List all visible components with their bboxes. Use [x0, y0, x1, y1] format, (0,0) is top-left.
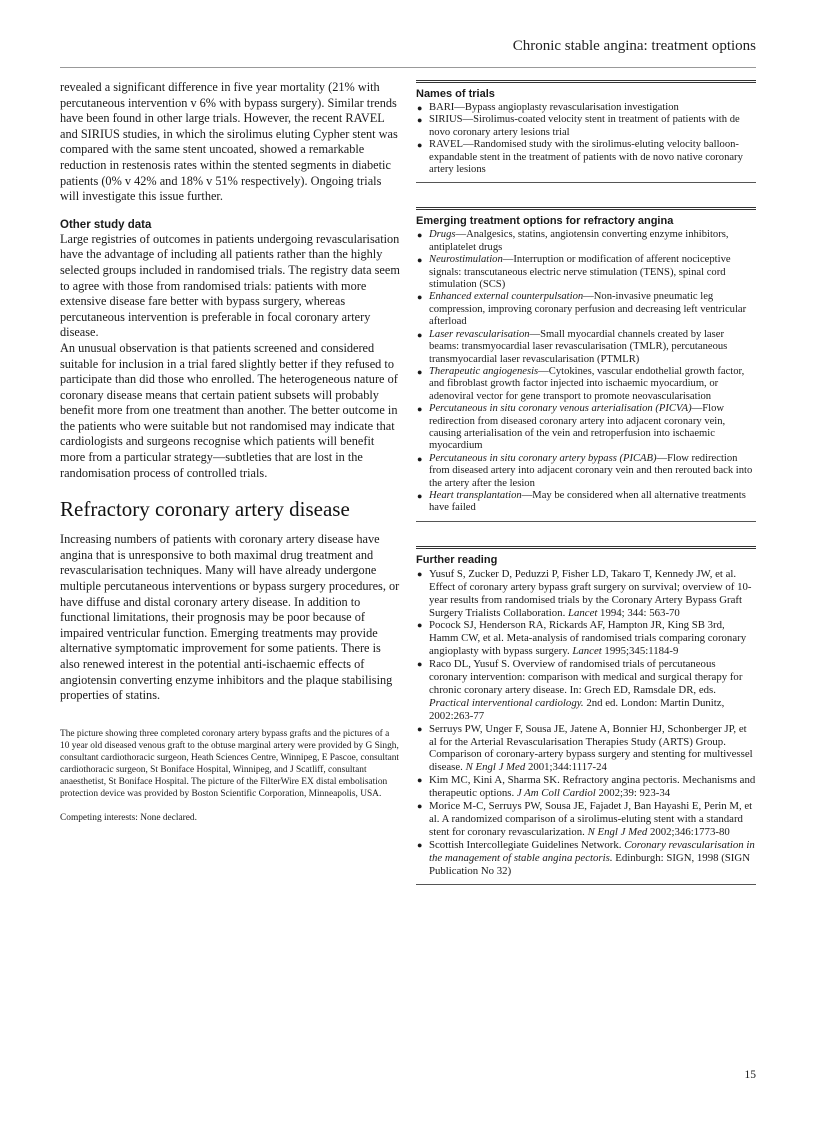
further-reading-box	[416, 546, 756, 885]
trial-name-item	[416, 114, 756, 139]
right-column	[416, 80, 756, 909]
trial-name-text: SIRIUS—Sirolimus-coated velocity stent in treatment of patients with de novo coronary artery lesions trial	[429, 114, 740, 138]
emerging-treatments-list	[416, 229, 756, 514]
bullet-icon: ●	[417, 775, 423, 786]
running-title: Chronic stable angina: treatment options	[512, 38, 756, 54]
reference-authors-title: Kim MC, Kini A, Sharma SK. Refractory angina pectoris. Mechanisms and therapeutic options.	[429, 774, 756, 800]
bullet-icon: ●	[417, 255, 423, 266]
reference-item	[416, 800, 756, 839]
treatment-option-item	[416, 291, 756, 328]
treatment-term: Heart transplantation	[429, 489, 522, 501]
further-reading-list	[416, 568, 756, 878]
page-number: 15	[744, 1069, 756, 1081]
treatment-term: Therapeutic angiogenesis	[429, 365, 539, 377]
treatment-option-item	[416, 329, 756, 366]
reference-authors-title: Morice M-C, Serruys PW, Sousa JE, Fajadet J, Ban Hayashi E, Perin M, et al. A randomized comparison of a sirolimus-eluting stent with a standard stent for coronary revascularization.	[429, 800, 753, 838]
treatment-term: Enhanced external counterpulsation	[429, 291, 584, 303]
intro-paragraph: revealed a significant difference in five year mortality (21% with percutaneous intervention v 6% with bypass surgery). Similar trends have been found in other large trials. However, the recent RAVEL and SIRIUS studies, in which the sirolimus eluting Cypher stent was compared with the same stent uncoated, showed a remarkable reduction in restenosis rates within the stented segments in diabetic patients (0% v 42% and 18% v 51% respectively). Ongoing trials will investigate this issue further.	[60, 80, 398, 204]
reference-citation: 2001;344:1117-24	[525, 761, 607, 774]
bullet-icon: ●	[417, 329, 423, 340]
acknowledgement-text: The picture showing three completed coronary artery bypass grafts and the pictures of a 10 year old diseased venous graft to the obtuse marginal artery were provided by G Singh, consultant cardiothoracic surgeon, Heath Sciences Centre, Winnipeg, E Pascoe, consultant cardiothoracic surgeon, St Boniface Hospital, Winnipeg, and J Scatliff, consultant anaesthetist, St Boniface Hospital. The picture of the FilterWire EX distal embolisation protection device was provided by Boston Scientific Corporation, Minneapolis, USA.	[60, 728, 400, 799]
treatment-term: Percutaneous in situ coronary venous arterialisation (PICVA)	[429, 403, 692, 415]
bullet-icon: ●	[417, 292, 423, 303]
reference-item	[416, 839, 756, 878]
other-study-heading: Other study data	[60, 218, 152, 231]
treatment-option-item	[416, 229, 756, 254]
reference-authors-title: Pocock SJ, Henderson RA, Rickards AF, Hampton JR, King SB 3rd, Hamm CW, et al. Meta-analysis of randomised trials comparing coronary angioplasty with bypass surgery.	[429, 619, 747, 658]
bullet-icon: ●	[417, 568, 423, 579]
refractory-paragraph: Increasing numbers of patients with coronary artery disease have angina that is unresponsive to both maximal drug treatment and revascularisation techniques. Many will have already undergone multiple percutaneous interventions or bypass surgery procedures, or have diffuse and distal coronary artery disease. In addition to functional limitations, their prognosis may be poor because of impaired ventricular function. Emerging treatments may provide alternative symptomatic improvement for some patients. There is also renewed interest in the potential anti-ischaemic effects of angiotensin converting enzyme inhibitors and the plaque stabilising properties of statins.	[60, 532, 400, 703]
emerging-treatments-title: Emerging treatment options for refractory angina	[416, 215, 674, 228]
treatment-description: —Flow redirection from diseased coronary artery into adjacent coronary vein, causing arterialisation of the vein and retroperfusion into ischaemic myocardium	[429, 403, 726, 452]
treatment-option-item	[416, 490, 756, 515]
treatment-description: —Non-invasive pneumatic leg compression, improving coronary perfusion and decreasing left ventricular afterload	[429, 291, 747, 328]
treatment-option-item	[416, 403, 756, 453]
bullet-icon: ●	[417, 659, 423, 670]
reference-authors-title: Serruys PW, Unger F, Sousa JE, Jatene A, Bonnier HJ, Schonberger JP, et al for the Arterial Revascularisation Therapies Study (ARTS) Group. Comparison of coronary-artery bypass surgery and stenting for multivessel disease.	[429, 722, 753, 774]
treatment-description: —May be considered when all alternative treatments have failed	[429, 489, 746, 514]
reference-journal: Lancet	[567, 606, 598, 619]
reference-citation: 1994; 344: 563-70	[597, 606, 680, 619]
reference-journal: Practical interventional cardiology.	[429, 696, 584, 709]
further-reading-title: Further reading	[416, 553, 498, 566]
trial-name-item	[416, 102, 756, 114]
section-title: Refractory coronary artery disease	[60, 497, 350, 522]
treatment-description: —Small myocardial channels created by laser beams: transmyocardial laser revascularisation (TMLR), percutaneous transmyocardial laser revascularisation (PTMLR)	[429, 328, 728, 365]
reference-item	[416, 568, 756, 620]
names-of-trials-box	[416, 80, 756, 183]
competing-interests: Competing interests: None declared.	[60, 812, 197, 823]
bullet-icon: ●	[417, 230, 423, 241]
other-study-paragraph-1: Large registries of outcomes in patients undergoing revascularisation have the advantage of including all patients rather than the highly selected groups included in randomised trials. The registry data seem to agree with those from randomised trials: patients with more extensive disease fare better with bypass surgery, whereas percutaneous intervention is preferable in focal coronary artery disease.	[60, 231, 400, 340]
reference-citation: 1995;345:1184-9	[601, 645, 679, 658]
emerging-treatments-box	[416, 207, 756, 521]
reference-authors-title: Yusuf S, Zucker D, Peduzzi P, Fisher LD, Takaro T, Kennedy JW, et al. Effect of coronary artery bypass graft surgery on survival; overview of 10-year results from randomised trials by the Coronary Artery Bypass Graft Surgery Trialists Collaboration.	[429, 567, 752, 619]
treatment-description: —Interruption or modification of afferent nociceptive signals: transcutaneous electric nerve stimulation (TENS), spinal cord stimulation (SCS)	[429, 254, 731, 291]
bullet-icon: ●	[417, 404, 423, 415]
reference-journal: Coronary revascularisation in the management of stable angina pectoris.	[429, 838, 755, 864]
treatment-description: —Cytokines, vascular endothelial growth factor, and fibroblast growth factor injected into ischaemic myocardium, or adenoviral vector for gene transport to promote neovascularisation	[429, 365, 745, 402]
reference-journal: N Engl J Med	[465, 761, 526, 774]
bullet-icon: ●	[417, 140, 423, 151]
trial-name-text: RAVEL—Randomised study with the sirolimus-eluting velocity balloon-expandable stent in the treatment of patients with de novo native coronary artery lesions	[429, 139, 743, 176]
bullet-icon: ●	[417, 103, 423, 113]
bullet-icon: ●	[417, 723, 423, 734]
header-rule	[60, 67, 756, 68]
trial-name-item	[416, 139, 756, 176]
treatment-term: Laser revascularisation	[429, 328, 530, 340]
trial-name-text: BARI—Bypass angioplasty revascularisation investigation	[429, 102, 679, 113]
names-of-trials-title: Names of trials	[416, 88, 495, 100]
treatment-term: Neurostimulation	[429, 254, 503, 266]
treatment-description: —Flow redirection from diseased artery into adjacent coronary vein and then rerouted back into the artery after the lesion	[429, 452, 753, 489]
reference-journal: Lancet	[572, 645, 602, 658]
treatment-option-item	[416, 366, 756, 403]
bullet-icon: ●	[417, 366, 423, 377]
bullet-icon: ●	[417, 801, 423, 812]
reference-citation: Edinburgh: SIGN, 1998 (SIGN Publication No 32)	[429, 851, 750, 877]
reference-citation: 2002;346:1773-80	[647, 825, 730, 838]
names-of-trials-list	[416, 102, 756, 176]
reference-item	[416, 619, 756, 658]
treatment-description: —Analgesics, statins, angiotensin converting enzyme inhibitors, antiplatelet drugs	[429, 229, 729, 253]
bullet-icon: ●	[417, 620, 423, 631]
reference-item	[416, 723, 756, 775]
bullet-icon: ●	[417, 115, 423, 126]
reference-item	[416, 658, 756, 723]
treatment-option-item	[416, 453, 756, 490]
reference-authors-title: Scottish Intercollegiate Guidelines Network.	[429, 838, 625, 851]
bullet-icon: ●	[417, 490, 423, 501]
reference-item	[416, 774, 756, 800]
treatment-term: Percutaneous in situ coronary artery bypass (PICAB)	[429, 452, 657, 464]
reference-citation: 2nd ed. London: Martin Dunitz, 2002:263-77	[429, 696, 725, 722]
other-study-paragraph-2: An unusual observation is that patients screened and considered suitable for inclusion in a trial fared slightly better if they refused to participate than did those who enrolled. The heterogeneous nature of coronary disease means that certain patient subsets will probably benefit more from one treatment than another. The better outcome in the patients who were suitable but not randomised may indicate that cardiologists and surgeons recognise which patients will benefit more from a particular strategy—subtleties that are lost in the randomisation process of controlled trials.	[60, 340, 398, 480]
reference-journal: J Am Coll Cardiol	[516, 787, 596, 800]
reference-citation: 2002;39: 923-34	[595, 787, 671, 800]
acknowledgements	[60, 728, 400, 824]
left-column	[60, 80, 400, 824]
bullet-icon: ●	[417, 839, 423, 850]
treatment-term: Drugs	[429, 229, 456, 241]
bullet-icon: ●	[417, 453, 423, 464]
reference-journal: N Engl J Med	[587, 825, 648, 838]
reference-authors-title: Raco DL, Yusuf S. Overview of randomised trials of percutaneous coronary intervention: comparison with medical and surgical therapy for chronic coronary artery disease. In: Grech ED, Ramsdale DR, eds.	[429, 658, 743, 696]
treatment-option-item	[416, 254, 756, 291]
